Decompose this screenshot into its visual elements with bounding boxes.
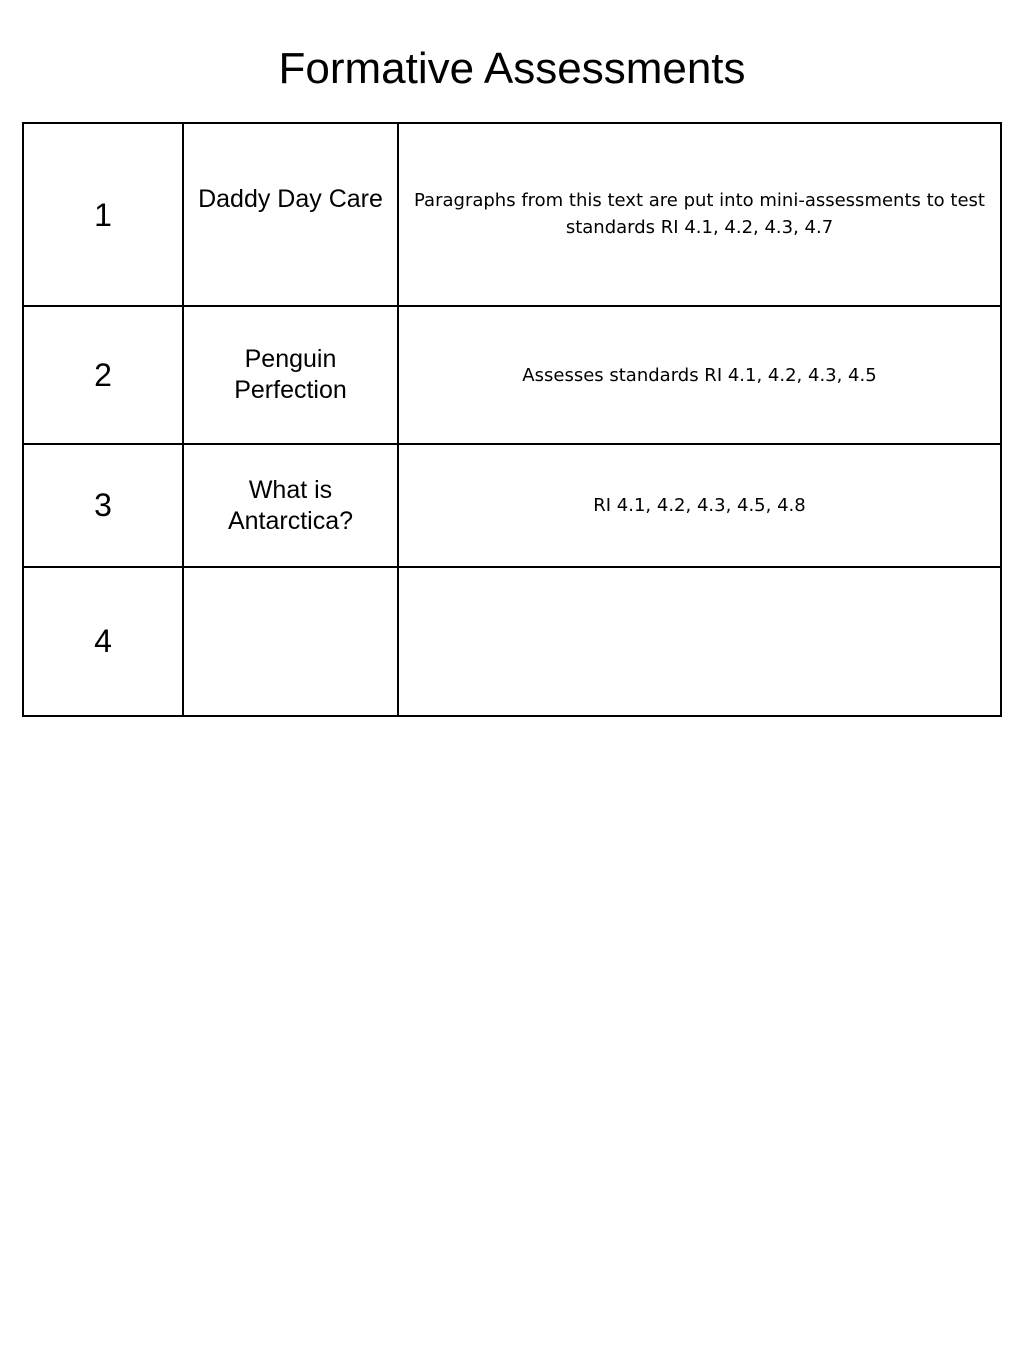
row-number: 3 bbox=[23, 444, 183, 567]
text-title bbox=[183, 567, 398, 716]
row-number: 4 bbox=[23, 567, 183, 716]
table-row bbox=[23, 123, 1001, 306]
page-title: Formative Assessments bbox=[278, 44, 746, 93]
standards-description: Paragraphs from this text are put into mini-assessments to test standards RI 4.1, 4.2, 4.3, 4.7 bbox=[398, 123, 1001, 306]
table-row bbox=[23, 444, 1001, 567]
text-title: Penguin Perfection bbox=[183, 306, 398, 444]
table-row bbox=[23, 567, 1001, 716]
table-row bbox=[23, 306, 1001, 444]
row-number: 2 bbox=[23, 306, 183, 444]
standards-description bbox=[398, 567, 1001, 716]
row-number: 1 bbox=[23, 123, 183, 306]
text-title: What is Antarctica? bbox=[183, 444, 398, 567]
standards-description: RI 4.1, 4.2, 4.3, 4.5, 4.8 bbox=[398, 444, 1001, 567]
assessments-table bbox=[22, 122, 1002, 717]
text-title: Daddy Day Care bbox=[183, 123, 398, 306]
standards-description: Assesses standards RI 4.1, 4.2, 4.3, 4.5 bbox=[398, 306, 1001, 444]
